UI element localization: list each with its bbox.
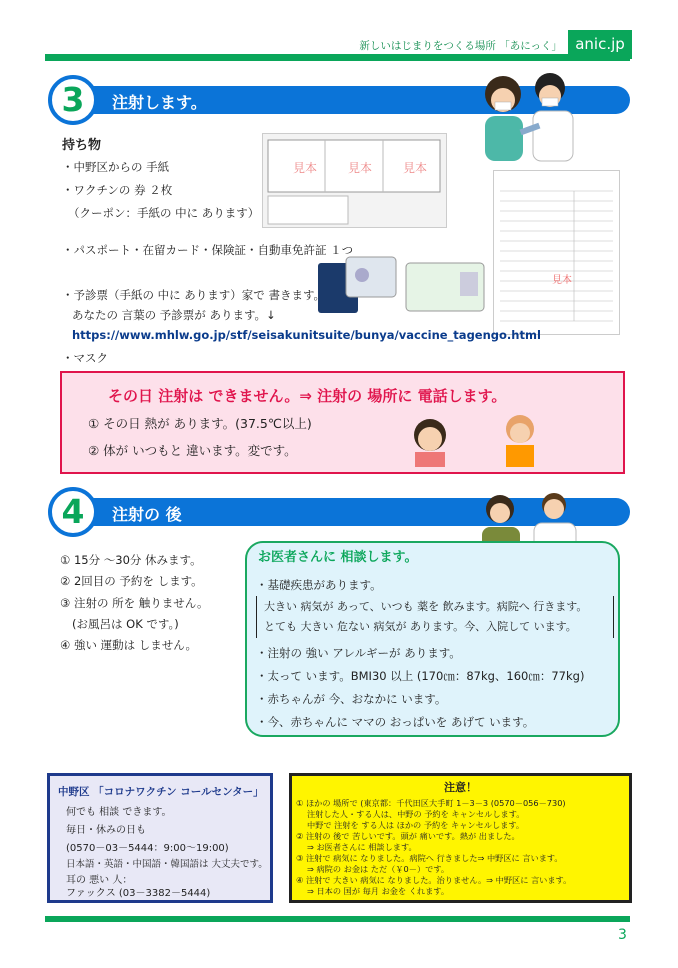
call-center-consult: 何でも 相談 できます。 (66, 807, 172, 818)
after-rest: ① 15分 ～30分 休みます。 (60, 553, 202, 567)
footer-rule (45, 916, 630, 922)
page-number: 3 (618, 927, 627, 943)
call-center-title: 中野区 「コロナワクチン コールセンター」 (58, 786, 264, 798)
call-center-languages: 日本語・英語・中国語・韓国語は 大丈夫です。 (66, 859, 268, 870)
belongings-title: 持ち物 (62, 138, 102, 153)
condition-allergy: ・注射の 強い アレルギーが あります。 (256, 646, 461, 660)
after-reservation: ② 2回目の 予約を します。 (60, 574, 203, 588)
after-no-exercise: ④ 強い 運動は しません。 (60, 638, 197, 652)
notice-line-2: 注射した人・する人は、中野の 予約を キャンセルします。 (307, 809, 525, 819)
item-questionnaire: ・予診票（手紙の 中に あります）家で 書きます。 (62, 288, 326, 302)
svg-text:見本: 見本 (293, 161, 318, 175)
call-center-hearing: 耳の 悪い 人： (66, 875, 133, 886)
notice-line-5: ⇒ お医者さんに 相談します。 (307, 842, 417, 852)
call-center-phone: (0570－03－5444：9:00～19:00) (66, 843, 229, 854)
coupon-sample-image (262, 133, 447, 228)
notice-line-9: ⇒ 日本の 国が 毎月 お金を くれます。 (307, 886, 450, 896)
notice-line-7: ⇒ 病院の お金は ただ（￥0－）です。 (307, 864, 450, 874)
after-bath-ok: (お風呂は OK です。) (72, 617, 179, 631)
notice-line-8: ④ 注射で 大きい 病気に なりました。治りません。⇒ 中野区に 言います。 (296, 875, 572, 885)
warning-unwell: ② 体が いつもと 違います。変です。 (88, 443, 297, 458)
questionnaire-form-image (493, 170, 620, 335)
section3-title: 注射します。 (112, 93, 207, 112)
warning-title: その日 注射は できません。⇒ 注射の 場所に 電話します。 (108, 387, 507, 405)
header-tagline: 新しいはじまりをつくる場所 「あにっく」 (359, 40, 562, 52)
call-center-everyday: 毎日・休みの日も (66, 825, 146, 836)
doctor-consult-title: お医者さんに 相談します。 (258, 550, 418, 565)
doctor-consult-box (245, 541, 620, 737)
item-language-note: あなたの 言葉の 予診票が あります。↓ (72, 308, 276, 322)
item-letter: ・中野区からの 手紙 (62, 160, 170, 174)
vaccination-illustration (475, 66, 585, 166)
notice-line-3: 中野で 注射を する人は ほかの 予約を キャンセルします。 (307, 820, 525, 830)
brand-tag: anic.jp (568, 30, 632, 59)
section4-number: 4 (48, 487, 98, 537)
passport-illustration (316, 255, 400, 315)
warning-fever: ① その日 熱が あります。(37.5℃以上) (88, 416, 312, 431)
condition-pregnant: ・赤ちゃんが 今、おなかに います。 (256, 692, 447, 706)
notice-line-1: ① ほかの 場所で (東京都：千代田区大手町 1－3－3 (0570－056－730) (296, 798, 566, 808)
vaccine-url-link[interactable]: https://www.mhlw.go.jp/stf/seisakunitsuite/bunya/vaccine_tagengo.html (72, 328, 541, 342)
item-mask: ・マスク (62, 351, 108, 365)
notice-title: 注意！ (444, 781, 477, 794)
header-rule (45, 54, 630, 61)
svg-text:見本: 見本 (552, 275, 572, 286)
condition-breastfeeding: ・今、赤ちゃんに ママの おっぱいを あげて います。 (256, 715, 535, 729)
residence-card-illustration (405, 262, 485, 312)
condition-regular-medicine: 大きい 病気が あって、いつも 薬を 飲みます。病院へ 行きます。 (264, 600, 588, 613)
item-coupon-note: （クーポン：手紙の 中に あります） (68, 206, 260, 220)
condition-bmi: ・太って います。BMI30 以上 (170㎝：87kg、160㎝：77kg) (256, 669, 585, 683)
condition-hospitalized: とても 大きい 危ない 病気が あります。今、入院して います。 (264, 620, 577, 633)
section4-title: 注射の 後 (112, 505, 182, 524)
item-vaccine-ticket: ・ワクチンの 券 ２枚 (62, 183, 173, 197)
svg-text:見本: 見本 (403, 161, 428, 175)
notice-line-6: ③ 注射で 病気に なりました。病院へ 行きました⇒ 中野区に 言います。 (296, 853, 563, 863)
item-id-documents: ・パスポート・在留カード・保険証・自動車免許証 １つ (62, 243, 354, 257)
condition-underlying: ・基礎疾患があります。 (256, 578, 382, 592)
sick-people-illustration (410, 407, 550, 467)
call-center-fax: ファックス (03－3382－5444) (66, 888, 211, 899)
svg-text:見本: 見本 (348, 161, 373, 175)
after-no-touch: ③ 注射の 所を 触りません。 (60, 596, 209, 610)
section3-number: 3 (48, 75, 98, 125)
notice-line-4: ② 注射の 後で 苦しいです。頭が 痛いです。熱が 出ました。 (296, 831, 520, 841)
